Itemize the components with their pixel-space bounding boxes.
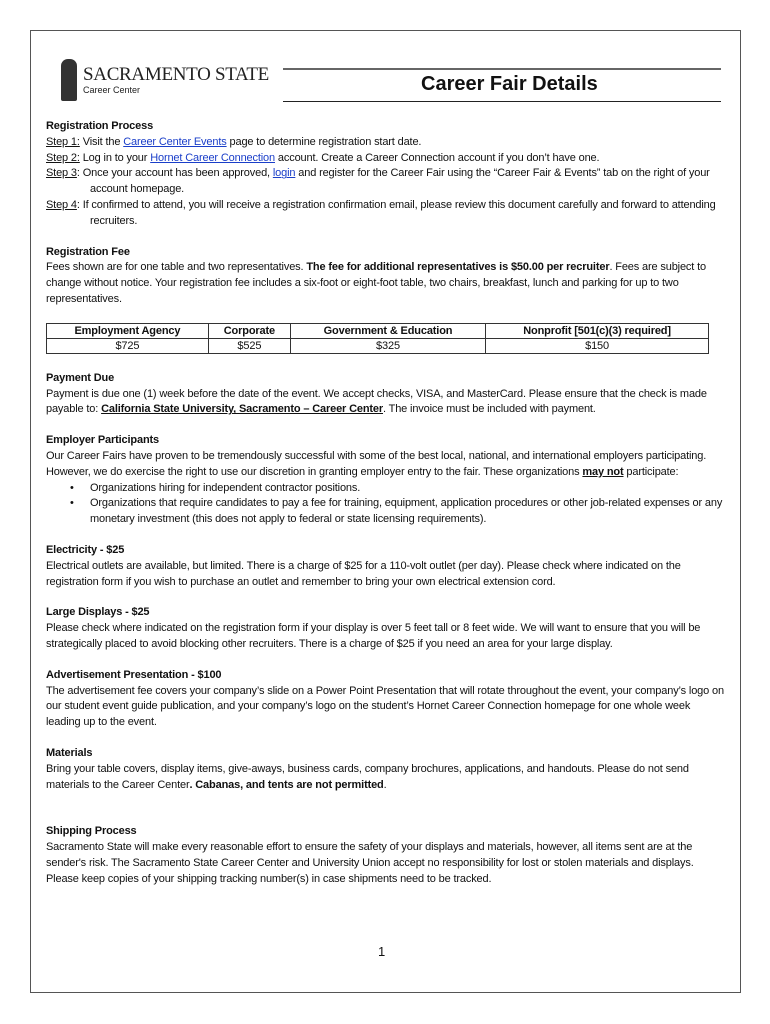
hornet-career-connection-link[interactable]: Hornet Career Connection: [150, 151, 275, 164]
text: The advertisement fee covers your company’s slide on a Power Point Presentation that will rotate throughout the event, your company’s logo on our student event guide publication, and your company’s logo on the student’s Hornet Career Connection homepage for one whole week leading up to the event.: [46, 684, 724, 729]
section-heading: Materials: [46, 746, 93, 759]
fee-section: [46, 245, 726, 308]
text: . Fees are subject to change without notice. Your registration fee includes a six-foot or eight-foot table, two chairs, breakfast, lunch and parking for up to two representatives.: [46, 261, 706, 305]
step-label: Step 3: [46, 167, 77, 180]
title-rule: [283, 101, 721, 102]
step-label: Step 4: [46, 198, 77, 211]
section-heading: Large Displays - $25: [46, 606, 150, 619]
logo-sub: Career Center: [83, 85, 141, 95]
step-2: [46, 151, 726, 167]
text: Log in to your: [79, 151, 151, 164]
text: and register for the Career Fair using the “Career Fair & Events” tab on the right of your account homepage.: [90, 167, 710, 196]
text: : Once your account has been approved,: [76, 167, 273, 180]
list-item: • Organizations hiring for independent contractor positions.: [90, 481, 726, 497]
text: Our Career Fairs have proven to be tremendously successful with some of the best local, national, and international employers participating. However, we do exercise the right to use our discretion in granting employer entry to the fair. These organizations: [46, 449, 707, 478]
career-center-events-link[interactable]: Career Center Events: [123, 135, 227, 148]
fee-table: [46, 323, 709, 354]
table-header: Nonprofit [501(c)(3) required]: [486, 323, 709, 338]
text: Electrical outlets are available, but limited. There is a charge of $25 for a 110-volt outlet (per day). Please check where indicated on the registration form if you wish to purchase an outlet and remember to bring your own electrical extension cord.: [46, 559, 681, 588]
section-heading: Registration Process: [46, 120, 154, 132]
page-title: Career Fair Details: [421, 73, 598, 95]
text: The fee for additional representatives is $50.00 per recruiter: [306, 261, 610, 274]
step-4: [46, 198, 726, 230]
displays-section: [46, 605, 726, 652]
table-cell: $150: [486, 338, 709, 353]
text: may not: [582, 465, 624, 478]
text: page to determine registration start date.: [226, 135, 422, 148]
fee-text: [46, 260, 726, 307]
table-header: Corporate: [208, 323, 290, 338]
text: .: [383, 778, 387, 791]
torch-icon: [61, 59, 77, 101]
table-header: Government & Education: [290, 323, 485, 338]
text: Fees shown are for one table and two representatives.: [46, 261, 307, 274]
payment-section: [46, 371, 726, 418]
electricity-section: [46, 543, 726, 590]
table-cell: $325: [290, 338, 485, 353]
section-heading: Registration Fee: [46, 245, 130, 258]
step-1: [46, 135, 726, 151]
step-label: Step 1:: [46, 135, 80, 148]
header-rule: [283, 68, 721, 70]
registration-section: [46, 119, 726, 230]
text: Sacramento State will make every reasonable effort to ensure the safety of your displays and materials, however, all items sent are at the sender's risk. The Sacramento State Career Center and University Union accept no responsibility for lost or stolen materials and displays. Please keep copies of your shipping tracking number(s) in case shipments need to be tracked.: [46, 841, 694, 885]
section-heading: Employer Participants: [46, 434, 160, 447]
text: Visit the: [79, 135, 124, 148]
shipping-section: [46, 824, 726, 887]
section-heading: Advertisement Presentation - $100: [46, 668, 222, 681]
table-cell: $725: [47, 338, 209, 353]
logo-main: SACRAMENTO STATE: [83, 64, 269, 85]
text: Bring your table covers, display items, give-aways, business cards, company brochures, applications, and handouts. Please do not send materials to the Career Center: [46, 762, 689, 791]
page-number: 1: [378, 944, 386, 959]
advertisement-section: [46, 668, 726, 731]
list-item: • Organizations that require candidates to pay a fee for training, equipment, application procedures or other job-related expenses or any monetary investment (this does not apply to federal or state licensing requirements).: [90, 496, 726, 528]
text: account. Create a Career Connection account if you don’t have one.: [275, 151, 600, 164]
document-page: [30, 30, 741, 993]
table-header: Employment Agency: [47, 323, 209, 338]
text: . Cabanas, and tents are not permitted: [189, 778, 384, 791]
section-heading: Payment Due: [46, 371, 115, 384]
text: . The invoice must be included with payment.: [383, 403, 596, 416]
sacramento-state-logo: [61, 59, 269, 101]
text: Payment is due one (1) week before the date of the event. We accept checks, VISA, and MasterCard. Please ensure that the check is made payable to:: [46, 387, 707, 416]
step-label: Step 2:: [46, 151, 80, 164]
step-3: [46, 166, 726, 198]
section-heading: Electricity - $25: [46, 543, 125, 556]
section-heading: Shipping Process: [46, 825, 137, 838]
text: Please check where indicated on the registration form if your display is over 5 feet tall or 8 feet wide. We will want to ensure that you will be strategically placed to avoid blocking other recruiters. There is a charge of $25 if you need an area for your large display.: [46, 622, 701, 650]
materials-section: [46, 746, 726, 793]
text: participate:: [623, 465, 679, 478]
table-cell: $525: [208, 338, 290, 353]
login-link[interactable]: login: [272, 167, 296, 180]
payee: California State University, Sacramento – Career Center: [101, 403, 384, 416]
text: : If confirmed to attend, you will receive a registration confirmation email, please review this document carefully and forward to attending recruiters.: [76, 198, 716, 227]
employer-section: [46, 433, 726, 528]
